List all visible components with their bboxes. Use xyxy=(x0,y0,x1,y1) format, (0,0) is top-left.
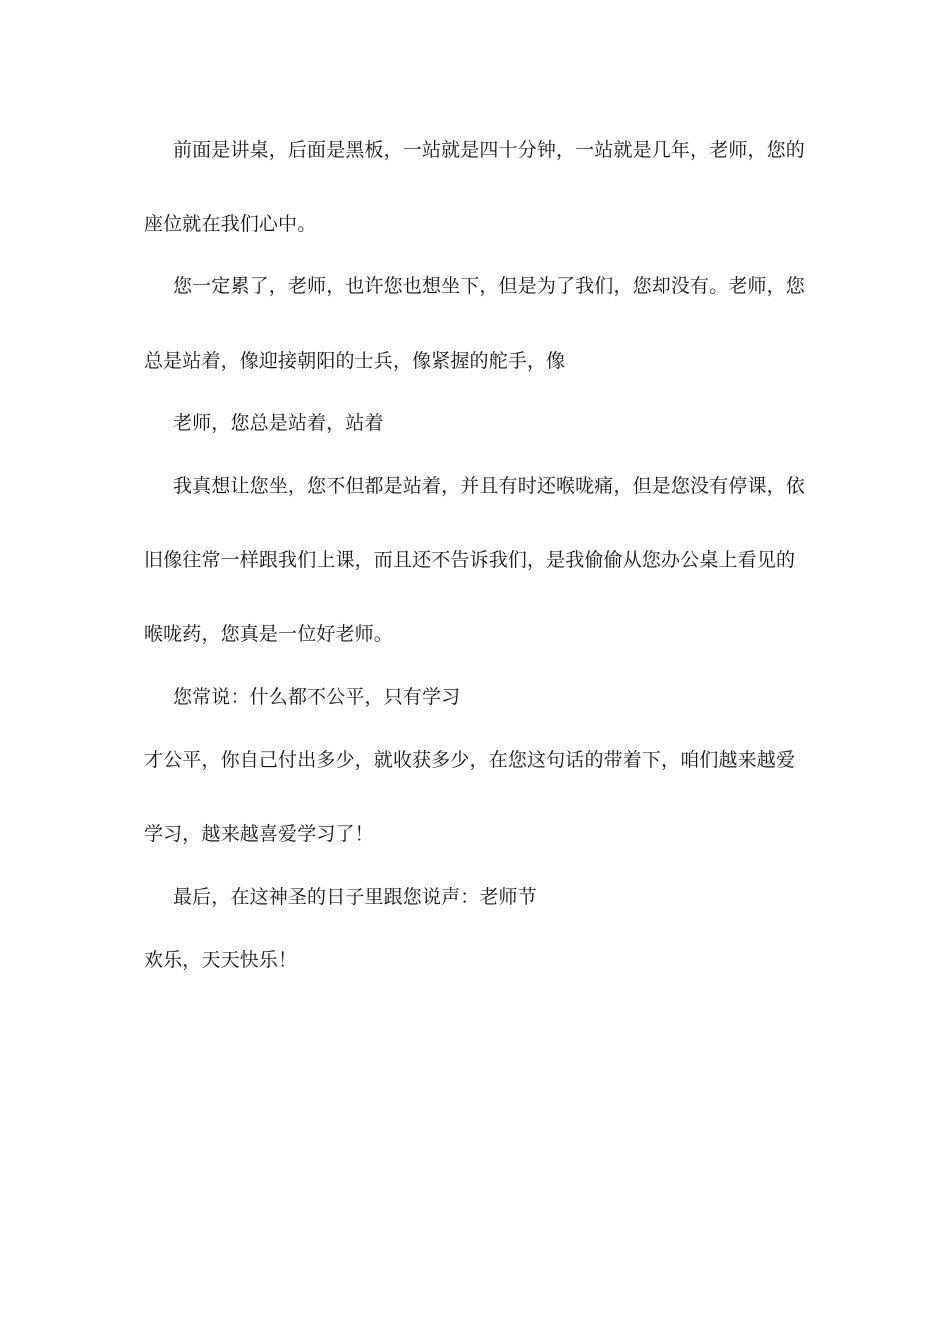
text-line: 您一定累了，老师，也许您也想坐下，但是为了我们，您却没有。老师，您 xyxy=(173,275,805,297)
text-line: 老师，您总是站着，站着 xyxy=(173,412,384,434)
text-line: 最后，在这神圣的日子里跟您说声：老师节 xyxy=(173,886,537,908)
text-line: 我真想让您坐，您不但都是站着，并且有时还喉咙痛，但是您没有停课，依 xyxy=(173,475,805,497)
text-line: 您常说：什么都不公平，只有学习 xyxy=(173,686,461,708)
text-line: 才公平，你自己付出多少，就收获多少，在您这句话的带着下，咱们越来越爱 xyxy=(144,749,796,771)
text-line: 前面是讲桌，后面是黑板，一站就是四十分钟，一站就是几年，老师，您的 xyxy=(173,139,805,161)
text-line: 欢乐，天天快乐！ xyxy=(144,949,298,971)
text-line: 座位就在我们心中。 xyxy=(144,213,317,235)
text-line: 旧像往常一样跟我们上课，而且还不告诉我们，是我偷偷从您办公桌上看见的 xyxy=(144,549,796,571)
text-line: 学习，越来越喜爱学习了！ xyxy=(144,823,374,845)
text-line: 喉咙药，您真是一位好老师。 xyxy=(144,623,393,645)
text-line: 总是站着，像迎接朝阳的士兵，像紧握的舵手，像 xyxy=(144,350,566,372)
